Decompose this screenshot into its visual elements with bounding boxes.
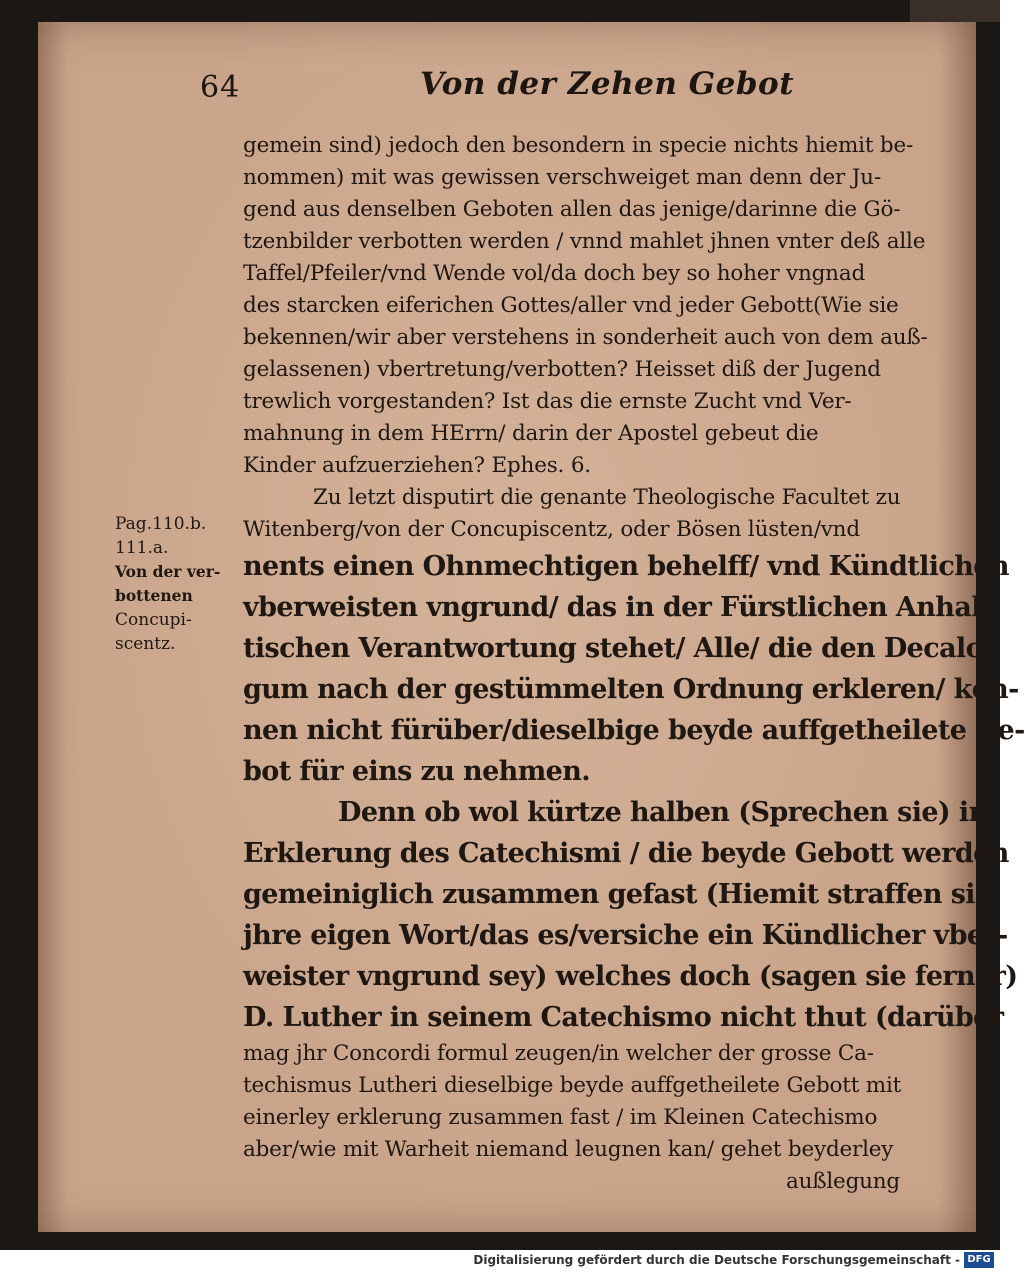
footer-bar [0,1250,1000,1272]
funding-credit: Digitalisierung gefördert durch die Deutsche Forschungsgemeinschaft - [473,1253,960,1267]
dfg-logo: DFG [964,1252,994,1268]
margin-note-line: 111.a. [115,538,169,558]
text-line: Zu letzt disputirt die genante Theologische Facultet zu [313,485,901,510]
text-line: gelassenen) vbertretung/verbotten? Heisset diß der Jugend [243,357,881,382]
text-line-large: jhre eigen Wort/das es/versiche ein Kündlicher vber- [243,920,1008,951]
text-line: mag jhr Concordi formul zeugen/in welcher der grosse Ca- [243,1041,874,1066]
text-line: einerley erklerung zusammen fast / im Kleinen Catechismo [243,1105,878,1130]
text-line-large: nen nicht fürüber/dieselbige beyde auffgetheilete Ge- [243,715,1025,746]
page-corner-damage [910,0,1000,22]
text-line-large: vberweisten vngrund/ das in der Fürstlichen Anhal- [243,592,992,623]
margin-note-line: Pag.110.b. [115,514,207,534]
margin-note [115,512,225,656]
text-line-large: D. Luther in seinem Catechismo nicht thut (darüber [243,1002,1004,1033]
text-line: gend aus denselben Geboten allen das jenige/darinne die Gö- [243,197,901,222]
page-number: 64 [200,70,241,105]
text-line: Taffel/Pfeiler/vnd Wende vol/da doch bey so hoher vngnad [243,261,866,286]
margin-note-line: Concupi- [115,610,192,630]
text-line-large: Denn ob wol kürtze halben (Sprechen sie) in [338,797,988,828]
text-line: trewlich vorgestanden? Ist das die ernste Zucht vnd Ver- [243,389,852,414]
text-line: des starcken eiferichen Gottes/aller vnd jeder Gebott(Wie sie [243,293,899,318]
text-line: bekennen/wir aber verstehens in sonderheit auch von dem auß- [243,325,928,350]
text-line-large: nents einen Ohnmechtigen behelff/ vnd Kündtlichen [243,551,1009,582]
text-line: tzenbilder verbotten werden / vnnd mahlet jhnen vnter deß alle [243,229,926,254]
text-line-large: gum nach der gestümmelten Ordnung erkleren/ kön- [243,674,1019,705]
body-text [243,130,1025,1198]
text-line: aber/wie mit Warheit niemand leugnen kan/ gehet beyderley [243,1137,894,1162]
text-line: mahnung in dem HErrn/ darin der Apostel gebeut die [243,421,819,446]
text-line: gemein sind) jedoch den besondern in specie nichts hiemit be- [243,133,914,158]
catchword: außlegung [785,1169,900,1194]
margin-note-line: Von der ver- [115,562,221,581]
text-line: Witenberg/von der Concupiscentz, oder Bösen lüsten/vnd [243,517,860,542]
text-line: techismus Lutheri dieselbige beyde auffgetheilete Gebott mit [243,1073,902,1098]
margin-note-line: bottenen [115,586,193,605]
page-header [200,62,900,122]
text-line: Kinder aufzuerziehen? Ephes. 6. [243,453,591,478]
margin-note-line: scentz. [115,634,176,654]
text-line-large: Erklerung des Catechismi / die beyde Gebott werden [243,838,1009,869]
text-line-large: gemeiniglich zusammen gefast (Hiemit straffen sie [243,879,992,910]
text-line-large: bot für eins zu nehmen. [243,756,591,787]
text-line: nommen) mit was gewissen verschweiget man denn der Ju- [243,165,881,190]
text-line-large: tischen Verantwortung stehet/ Alle/ die den Decalo- [243,633,994,664]
running-title: Von der Zehen Gebot [420,66,795,102]
text-line-large: weister vngrund sey) welches doch (sagen sie ferner) [243,961,1018,992]
